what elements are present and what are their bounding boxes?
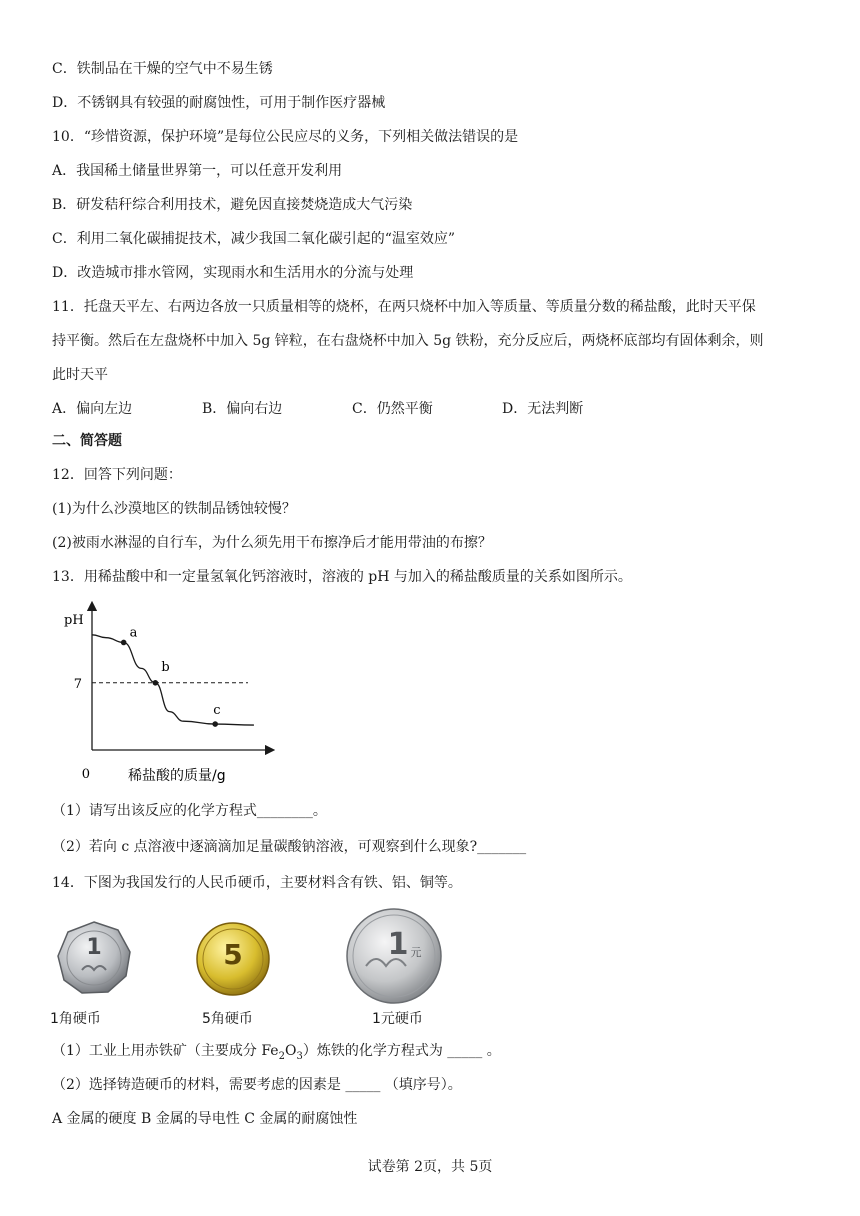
q9-option-d: D．不锈钢具有较强的耐腐蚀性，可用于制作医疗器械 bbox=[52, 95, 386, 111]
reference-label: 7 bbox=[73, 676, 82, 692]
q11-option-a: A．偏向左边 bbox=[52, 401, 133, 417]
svg-text:5: 5 bbox=[223, 938, 243, 971]
subscript-2: 2 bbox=[278, 1050, 285, 1062]
coin-label-1-yuan: 1元硬币 bbox=[372, 1011, 423, 1027]
q10-stem: 10．“珍惜资源，保护环境”是每位公民应尽的义务，下列相关做法错误的是 bbox=[52, 129, 519, 145]
q10-option-a: A．我国稀土储量世界第一，可以任意开发利用 bbox=[52, 163, 343, 179]
q14-choices: A 金属的硬度 B 金属的导电性 C 金属的耐腐蚀性 bbox=[52, 1111, 358, 1127]
origin-label: 0 bbox=[81, 767, 90, 782]
q14-part1-text: （1）工业上用赤铁矿（主要成分 Fe bbox=[52, 1043, 279, 1059]
point-label-b: b bbox=[161, 659, 170, 675]
point-label-a: a bbox=[129, 625, 138, 641]
q13-stem: 13．用稀盐酸中和一定量氢氧化钙溶液时，溶液的 pH 与加入的稀盐酸质量的关系如图所示。 bbox=[52, 569, 632, 585]
q14-stem: 14．下图为我国发行的人民币硬币，主要材料含有铁、铝、铜等。 bbox=[52, 875, 462, 891]
q14-part1-end: ）炼铁的化学方程式为 _____ 。 bbox=[302, 1043, 501, 1059]
coin-label-1-jiao: 1角硬币 bbox=[50, 1011, 101, 1027]
point-b bbox=[153, 680, 159, 686]
q9-option-c: C．铁制品在干燥的空气中不易生锈 bbox=[52, 61, 273, 77]
q12-part1: (1)为什么沙漠地区的铁制品锈蚀较慢？ bbox=[52, 501, 296, 517]
q14-part2: （2）选择铸造硬币的材料，需要考虑的因素是 _____ （填序号）。 bbox=[52, 1077, 462, 1093]
svg-text:1: 1 bbox=[86, 935, 102, 960]
section-heading: 二、简答题 bbox=[52, 433, 122, 449]
point-a bbox=[121, 640, 127, 646]
ph-curve bbox=[92, 635, 254, 725]
q10-option-c: C．利用二氧化碳捕捉技术，减少我国二氧化碳引起的“温室效应” bbox=[52, 231, 456, 247]
q13-part2: （2）若向 c 点溶液中逐滴滴加足量碳酸钠溶液，可观察到什么现象?_______ bbox=[52, 839, 527, 855]
q10-option-d: D．改造城市排水管网，实现雨水和生活用水的分流与处理 bbox=[52, 265, 414, 281]
q13-part1: （1）请写出该反应的化学方程式________。 bbox=[52, 803, 327, 819]
subscript-3: 3 bbox=[296, 1050, 303, 1062]
point-c bbox=[212, 721, 218, 727]
x-axis-label: 稀盐酸的质量/g bbox=[128, 768, 226, 784]
q11-option-b: B．偏向右边 bbox=[202, 401, 283, 417]
q11-stem-line2: 持平衡。然后在左盘烧杯中加入 5g 锌粒，在右盘烧杯中加入 5g 铁粉，充分反应后，两烧杯底部均有固体剩余，则 bbox=[52, 333, 764, 349]
coin-5-jiao-image bbox=[194, 920, 272, 998]
q11-option-c: C．仍然平衡 bbox=[352, 401, 433, 417]
coin-1-yuan-image bbox=[344, 906, 444, 1006]
q14-part1-o: O bbox=[284, 1043, 297, 1059]
point-label-c: c bbox=[213, 703, 221, 719]
coin-1-jiao-image bbox=[56, 920, 132, 996]
coin-5-jiao bbox=[194, 920, 272, 1027]
q12-part2: (2)被雨水淋湿的自行车，为什么须先用干布擦净后才能用带油的布擦？ bbox=[52, 535, 492, 551]
page-footer: 试卷第 2页，共 5页 bbox=[367, 1159, 493, 1175]
ph-chart bbox=[56, 600, 276, 784]
q10-option-b: B．研发秸秆综合利用技术，避免因直接焚烧造成大气污染 bbox=[52, 197, 413, 213]
svg-text:元: 元 bbox=[410, 946, 422, 959]
q11-stem-line1: 11．托盘天平左、右两边各放一只质量相等的烧杯，在两只烧杯中加入等质量、等质量分数的稀盐酸，此时天平保 bbox=[52, 299, 756, 315]
q11-option-d: D．无法判断 bbox=[502, 401, 584, 417]
coin-label-5-jiao: 5角硬币 bbox=[202, 1011, 253, 1027]
q14-part1 bbox=[52, 1041, 501, 1067]
y-axis-label: pH bbox=[64, 613, 84, 628]
coin-1-jiao bbox=[50, 920, 132, 1027]
q12-stem: 12．回答下列问题： bbox=[52, 467, 182, 483]
svg-text:1: 1 bbox=[387, 927, 409, 962]
q11-stem-line3: 此时天平 bbox=[52, 367, 108, 383]
coin-1-yuan bbox=[344, 906, 444, 1027]
